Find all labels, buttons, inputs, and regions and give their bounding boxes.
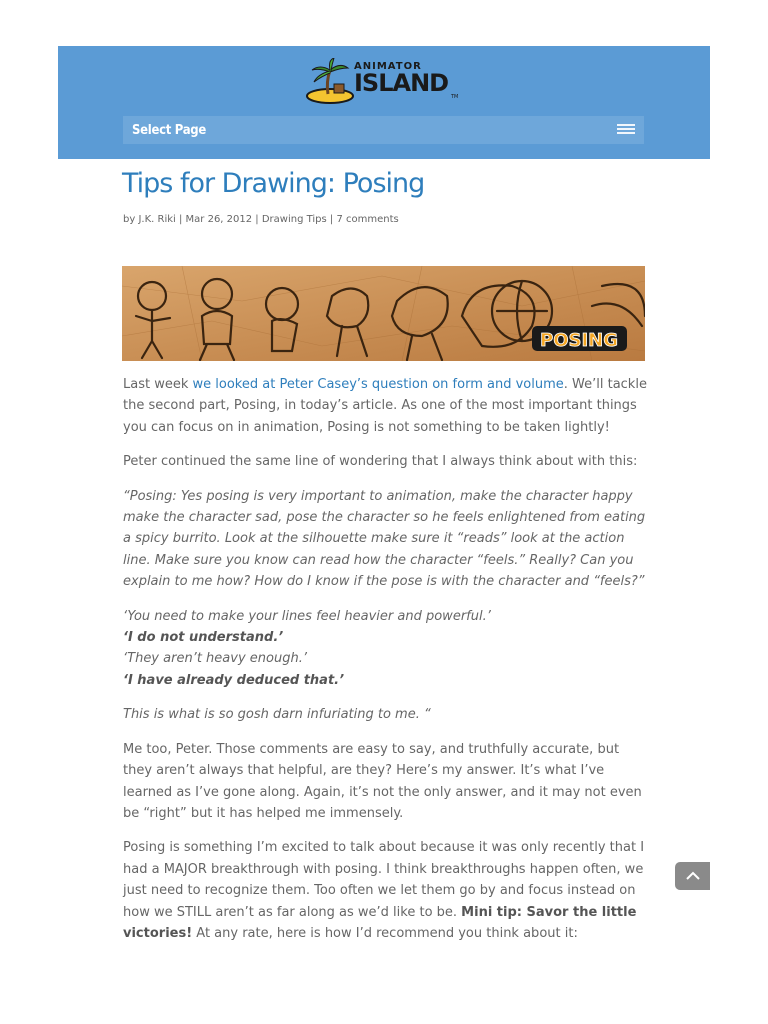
meta-separator: | [252,214,262,225]
category-link[interactable]: Drawing Tips [261,214,327,225]
meta-by: by [123,214,139,225]
quote-closing [123,704,647,725]
logo-trademark: TM [451,94,459,100]
post-date: Mar 26, 2012 [185,214,253,225]
p1-text-pre: Last week [123,377,193,392]
select-page-menu[interactable] [123,116,644,144]
meta-separator: | [326,214,337,225]
meta-separator: | [175,214,186,225]
dialogue-line: ‘I have already deduced that.’ [123,672,345,688]
author-link[interactable]: J.K. Riki [138,214,176,225]
mini-tip: Mini tip: Savor the little victories! [123,904,637,941]
quote-text: “Posing: Yes posing is very important to animation, make the character happy make the character sad, pose the character so he feels enlightened from eating a spicy burrito. Look at the silhouette make sure it “reads” look at the action line. Make sure you know can read how the character “feels.” Really? Can you explain to me how? How do I know if the pose is with the character and “feels?” [123,488,646,590]
post-title: Tips for Drawing: Posing [122,168,425,199]
paragraph: Me too, Peter. Those comments are easy to say, and truthfully accurate, but they aren’t always that helpful, are they? Here’s my answer. It’s what I’ve learned as I’ve gone along. Again, it’s not the only answer, and it may not even be “right” but it has helped me immensely. [123,741,642,821]
p7-text-post: At any rate, here is how I’d recommend you think about it: [192,925,578,941]
quote-closing-text: This is what is so gosh darn infuriating to me. “ [123,707,431,723]
quote-paragraph [123,486,647,593]
site-logo[interactable] [306,58,459,104]
back-to-top-button[interactable] [675,862,710,890]
logo-wordmark [354,62,448,95]
comments-link[interactable]: 7 comments [336,214,399,225]
banner-label: POSING [540,330,618,351]
posing-banner-image [122,266,645,361]
post-content [123,374,647,957]
select-page-label: Select Page [132,122,207,138]
hamburger-icon[interactable] [617,124,635,135]
site-header [58,46,710,159]
dialogue-line: ‘You need to make your lines feel heavier and powerful.’ [123,608,491,624]
logo-big-text: ISLAND [354,69,449,97]
paragraph: Peter continued the same line of wondering that I always think about with this: [123,454,638,470]
p1-text-post: . We’ll tackle the second part, Posing, in today’s article. As one of the most important things you can focus on in animation, Posing is not something to be taken lightly! [123,377,647,435]
island-logo-icon [306,58,354,104]
paragraph [123,837,647,944]
dialogue-line: ‘I do not understand.’ [123,630,284,646]
paragraph [123,374,647,438]
logo-small-text: ANIMATOR [354,61,422,72]
dialogue-line: ‘They aren’t heavy enough.’ [123,651,307,667]
dialogue-block [123,606,647,692]
form-volume-link[interactable]: we looked at Peter Casey’s question on form and volume [192,377,564,392]
p7-text-pre: Posing is something I’m excited to talk about because it was only recently that I had a MAJOR breakthrough with posing. I think breakthroughs happen often, we just need to recognize them. Too often we let them go by and focus instead on how we STILL aren’t as far along as we’d like to be. [123,840,645,920]
chevron-up-icon [686,871,700,881]
post-meta [123,214,399,225]
